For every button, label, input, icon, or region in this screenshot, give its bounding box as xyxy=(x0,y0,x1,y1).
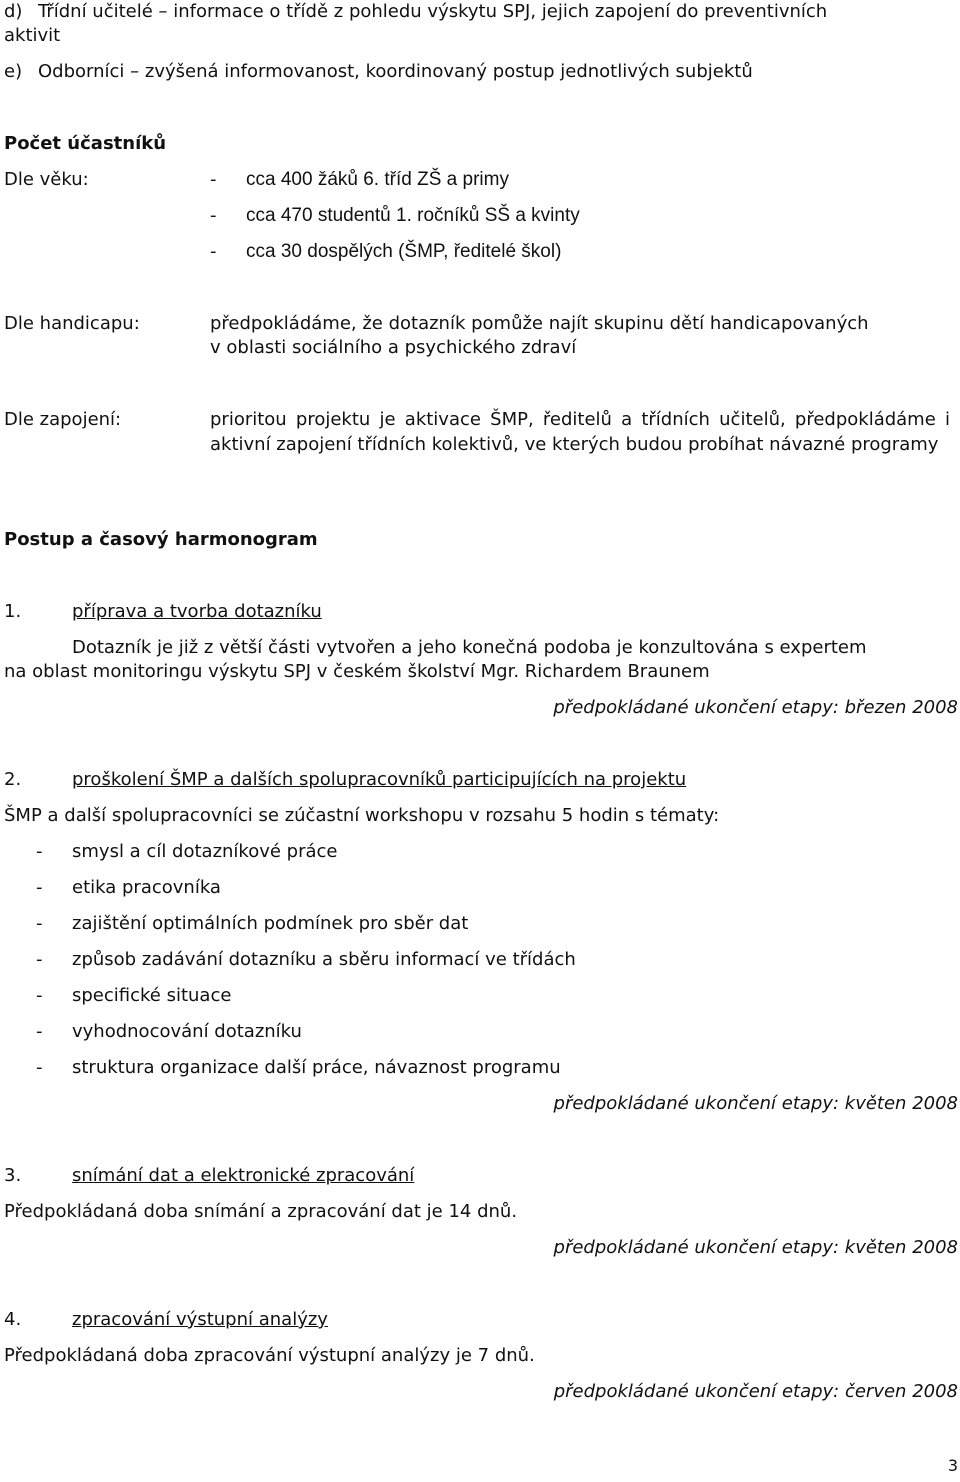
step2-deadline: předpokládané ukončení etapy: květen 2008 xyxy=(553,1093,958,1114)
item-d-text-line2: aktivit xyxy=(4,25,61,46)
step1-number: 1. xyxy=(4,601,22,622)
topic-item-1: smysl a cíl dotazníkové práce xyxy=(72,841,338,862)
step4-number: 4. xyxy=(4,1309,22,1330)
age-item-3: cca 30 dospělých (ŠMP, ředitelé škol) xyxy=(246,241,562,262)
topic-dash-7: - xyxy=(36,1057,43,1078)
topic-item-6: vyhodnocování dotazníku xyxy=(72,1021,302,1042)
step3-text: Předpokládaná doba snímání a zpracování dat je 14 dnů. xyxy=(4,1201,518,1222)
age-dash-3: - xyxy=(210,241,217,262)
age-dash-2: - xyxy=(210,205,217,226)
topic-dash-4: - xyxy=(36,949,43,970)
age-item-1: cca 400 žáků 6. tříd ZŠ a primy xyxy=(246,169,509,190)
topic-item-4: způsob zadávání dotazníku a sběru informací ve třídách xyxy=(72,949,576,970)
participants-heading: Počet účastníků xyxy=(4,133,167,154)
step4-deadline: předpokládané ukončení etapy: červen 2008 xyxy=(553,1381,958,1402)
topic-dash-1: - xyxy=(36,841,43,862)
step1-title: příprava a tvorba dotazníku xyxy=(72,601,322,622)
schedule-heading: Postup a časový harmonogram xyxy=(4,529,318,550)
step1-text-line1: Dotazník je již z větší části vytvořen a jeho konečná podoba je konzultována s expertem xyxy=(72,637,867,658)
item-e-label: e) xyxy=(4,61,23,82)
age-dash-1: - xyxy=(210,169,217,190)
step1-deadline: předpokládané ukončení etapy: březen 2008 xyxy=(553,697,958,718)
step3-title: snímání dat a elektronické zpracování xyxy=(72,1165,415,1186)
step1-text-line2: na oblast monitoringu výskytu SPJ v českém školství Mgr. Richardem Braunem xyxy=(4,661,710,682)
step3-deadline: předpokládané ukončení etapy: květen 2008 xyxy=(553,1237,958,1258)
age-label: Dle věku: xyxy=(4,169,89,190)
item-e-text: Odborníci – zvýšená informovanost, koordinovaný postup jednotlivých subjektů xyxy=(38,61,753,82)
topic-dash-6: - xyxy=(36,1021,43,1042)
step3-number: 3. xyxy=(4,1165,22,1186)
topic-item-5: specifické situace xyxy=(72,985,232,1006)
topic-dash-3: - xyxy=(36,913,43,934)
step2-intro: ŠMP a další spolupracovníci se zúčastní workshopu v rozsahu 5 hodin s tématy: xyxy=(4,805,720,826)
topic-item-7: struktura organizace další práce, návaznost programu xyxy=(72,1057,561,1078)
topic-dash-2: - xyxy=(36,877,43,898)
item-d-text-line1: Třídní učitelé – informace o třídě z pohledu výskytu SPJ, jejich zapojení do preventivních xyxy=(38,1,828,22)
step4-text: Předpokládaná doba zpracování výstupní analýzy je 7 dnů. xyxy=(4,1345,535,1366)
topic-item-2: etika pracovníka xyxy=(72,877,221,898)
engagement-text: prioritou projektu je aktivace ŠMP, ředitelů a třídních učitelů, předpokládáme i aktivní zapojení třídních kolektivů, ve kterých budou probíhat návazné programy xyxy=(210,409,950,455)
topic-dash-5: - xyxy=(36,985,43,1006)
step2-title: proškolení ŠMP a dalších spolupracovníků participujících na projektu xyxy=(72,769,687,790)
handicap-label: Dle handicapu: xyxy=(4,313,140,334)
topic-item-3: zajištění optimálních podmínek pro sběr dat xyxy=(72,913,469,934)
handicap-text-line1: předpokládáme, že dotazník pomůže najít skupinu dětí handicapovaných xyxy=(210,313,869,334)
handicap-text-line2: v oblasti sociálního a psychického zdraví xyxy=(210,337,577,358)
engagement-label: Dle zapojení: xyxy=(4,409,122,430)
page-number: 3 xyxy=(947,1456,958,1475)
step2-number: 2. xyxy=(4,769,22,790)
step4-title: zpracování výstupní analýzy xyxy=(72,1309,328,1330)
item-d-label: d) xyxy=(4,1,23,22)
age-item-2: cca 470 studentů 1. ročníků SŠ a kvinty xyxy=(246,205,580,226)
